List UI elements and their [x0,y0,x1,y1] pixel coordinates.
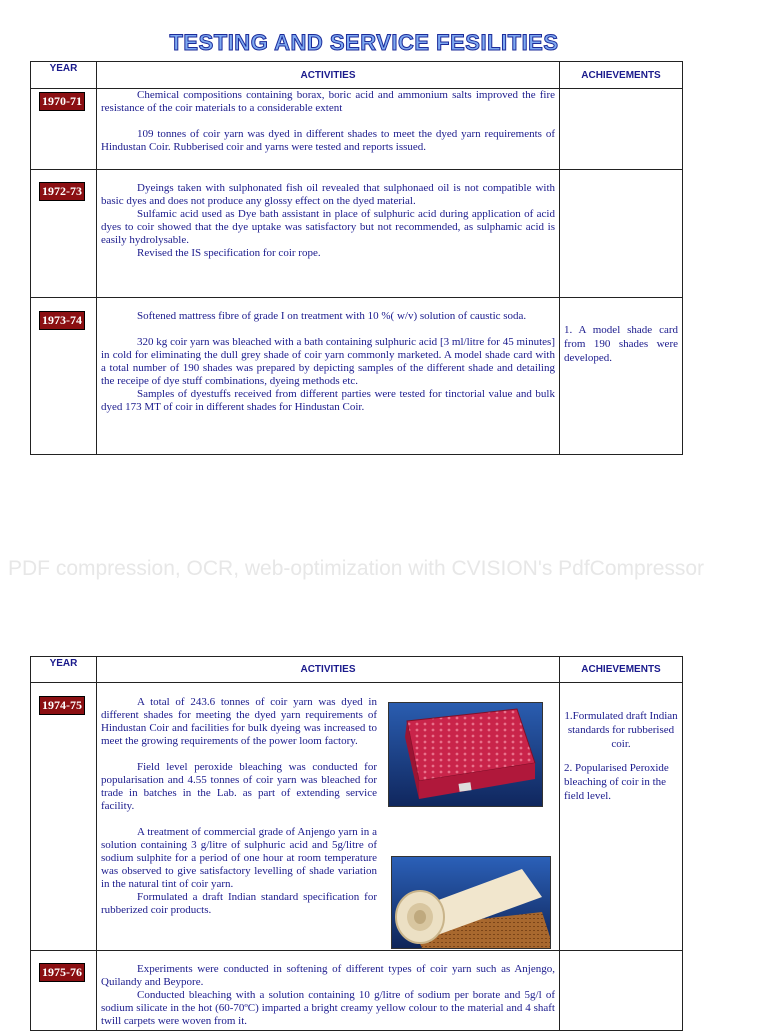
activity-paragraph: Samples of dyestuffs received from different parties were tested for tinctorial value and bulk dyed 173 MT of coir in different shades for Hindustan Coir. [101,388,555,413]
achievement-item: 2. Popularised Peroxide bleaching of coir in the field level. [564,762,669,802]
mattress-photo [388,702,543,807]
table-row [31,683,683,951]
activity-paragraph: 320 kg coir yarn was bleached with a bath containing sulphuric acid [3 ml/litre for 45 minutes] in cold for eliminating the dull grey shade of coir yarn commonly marketed. A model shade card with a total number of 190 shades was prepared by depicting samples of the different shade and detailing the receipe of dye stuff combinations, dyeing methods etc. [101,336,555,387]
table-header-row [31,657,683,683]
activities-cell [97,951,560,1031]
activity-paragraph: Field level peroxide bleaching was conducted for popularisation and 4.55 tonnes of coir yarn was bleached for trade in batches in the Lab. as part of extending service facility. [101,761,377,812]
achievements-cell [560,89,683,170]
page-title: TESTING AND SERVICE FESILITIES [169,30,559,55]
activity-paragraph: 109 tonnes of coir yarn was dyed in different shades to meet the dyed yarn requirements of Hindustan Coir. Rubberised coir and yarns were tested and reports issued. [101,128,555,153]
watermark: PDF compression, OCR, web-optimization with CVISION's PdfCompressor [8,557,705,580]
year-header: YEAR [31,657,97,683]
activities-header: ACTIVITIES [97,62,560,89]
activity-paragraph: Experiments were conducted in softening of different types of coir yarn such as Anjengo, Quilandy and Beypore. [101,963,555,988]
table-header-row [31,62,683,89]
activities-cell [97,170,560,298]
achievement-item: 1. A model shade card from 190 shades were developed. [564,324,678,364]
activities-cell [97,298,560,455]
table-row [31,89,683,170]
activity-paragraph: Sulfamic acid used as Dye bath assistant in place of sulphuric acid during application of acid dyes to coir showed that the dye uptake was satisfactory but not recommended, as sulphamic acid is easily hydrolysable. [101,208,555,246]
table-row [31,951,683,1031]
activity-paragraph: Dyeings taken with sulphonated fish oil revealed that sulphonaed oil is not compatible with basic dyes and does not produce any glossy effect on the dyed material. [101,182,555,207]
year-label: 1975-76 [39,963,85,982]
activity-paragraph: A total of 243.6 tonnes of coir yarn was dyed in different shades for meeting the dyed yarn requirements of Hindustan Coir and facilities for bulk dyeing was increased to meet the growing requirements of the power loom factory. [101,696,377,747]
activity-paragraph: Revised the IS specification for coir rope. [137,247,321,259]
rubberised-coir-roll-photo [391,856,551,949]
activity-paragraph: Formulated a draft Indian standard specification for rubberized coir products. [101,891,377,916]
achievements-cell [560,683,683,951]
activities-header: ACTIVITIES [97,657,560,683]
activity-paragraph: Chemical compositions containing borax, boric acid and ammonium salts improved the fire resistance of the coir materials to a considerable extent [101,89,555,114]
achievements-cell [560,951,683,1031]
year-label: 1973-74 [39,311,85,330]
activities-cell [97,89,560,170]
achievements-cell [560,170,683,298]
year-header: YEAR [31,62,97,89]
year-label: 1970-71 [39,92,85,111]
achievements-header: ACHIEVEMENTS [560,657,683,683]
achievements-header: ACHIEVEMENTS [560,62,683,89]
table-row [31,170,683,298]
activities-table-1 [30,61,683,455]
year-label: 1972-73 [39,182,85,201]
table-row [31,298,683,455]
achievements-cell [560,298,683,455]
activity-paragraph: Softened mattress fibre of grade I on treatment with 10 %( w/v) solution of caustic soda. [137,310,527,322]
achievement-item: 1.Formulated draft Indian standards for rubberised coir. [564,710,678,750]
year-label: 1974-75 [39,696,85,715]
activity-paragraph: A treatment of commercial grade of Anjengo yarn in a solution containing 3 g/litre of sulphuric acid and 5g/litre of sodium sulphite for a period of one hour at room temperature was observed to give satisfactory levelling of shade variation in the natural tint of coir yarn. [101,826,377,890]
activities-table-2 [30,656,683,1031]
activity-paragraph: Conducted bleaching with a solution containing 10 g/litre of sodium per borate and 5g/l of sodium silicate in the hot (60-70ºC) imparted a bright creamy yellow colour to the material and 4 shaft twill carpets were woven from it. [101,989,555,1027]
